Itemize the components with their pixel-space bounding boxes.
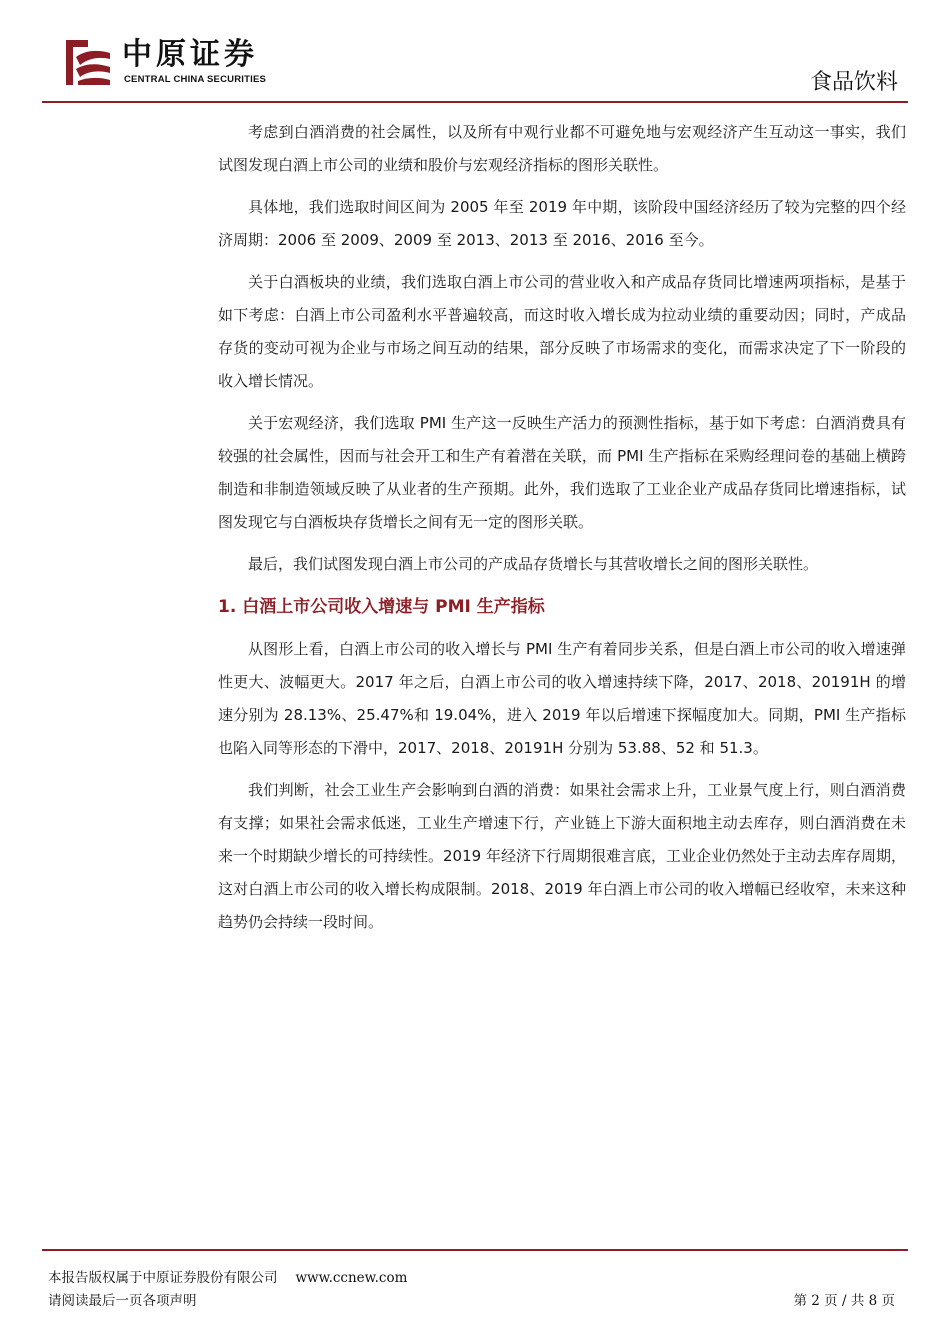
paragraph: 我们判断，社会工业生产会影响到白酒的消费：如果社会需求上升，工业景气度上行，则白酒消费有支撑；如果社会需求低迷，工业生产增速下行，产业链上下游大面积地主动去库存，则白酒消费在未来一个时期缺少增长的可持续性。2019 年经济下行周期很难言底，工业企业仍然处于主动去库存周期，这对白酒上市公司的收入增长构成限制。2018、2019 年白酒上市公司的收入增幅已经收窄，未来这种趋势仍会持续一段时间。 — [218, 781, 906, 931]
footer-left — [48, 1267, 407, 1313]
company-name-en: CENTRAL CHINA SECURITIES — [124, 74, 267, 85]
page-indicator: 第 2 页 / 共 8 页 — [793, 1293, 895, 1309]
paragraph: 最后，我们试图发现白酒上市公司的产成品存货增长与其营收增长之间的图形关联性。 — [248, 555, 819, 573]
page-header — [0, 0, 950, 105]
footer-divider — [42, 1249, 908, 1251]
copyright-text: 本报告版权属于中原证券股份有限公司 — [48, 1270, 278, 1286]
company-name-cn: 中原证券 — [122, 37, 258, 72]
paragraph: 具体地，我们选取时间区间为 2005 年至 2019 年中期，该阶段中国经济经历了较为完整的四个经济周期：2006 至 2009、2009 至 2013、2013 至 2016、2016 至今。 — [218, 198, 906, 249]
website-link[interactable]: www.ccnew.com — [295, 1270, 408, 1286]
disclaimer-text: 请阅读最后一页各项声明 — [48, 1293, 197, 1309]
paragraph: 关于宏观经济，我们选取 PMI 生产这一反映生产活力的预测性指标，基于如下考虑：白酒消费具有较强的社会属性，因而与社会开工和生产有着潜在关联，而 PMI 生产指标在采购经理问卷的基础上横跨制造和非制造领域反映了从业者的生产预期。此外，我们选取了工业企业产成品存货同比增速指标，试图发现它与白酒板块存货增长之间有无一定的图形关联。 — [218, 414, 906, 531]
company-logo-icon — [62, 37, 114, 89]
section-heading: 1. 白酒上市公司收入增速与 PMI 生产指标 — [218, 597, 545, 617]
paragraph: 考虑到白酒消费的社会属性，以及所有中观行业都不可避免地与宏观经济产生互动这一事实，我们试图发现白酒上市公司的业绩和股价与宏观经济指标的图形关联性。 — [218, 123, 906, 174]
report-body — [218, 116, 906, 948]
paragraph: 关于白酒板块的业绩，我们选取白酒上市公司的营业收入和产成品存货同比增速两项指标，是基于如下考虑：白酒上市公司盈利水平普遍较高，而这时收入增长成为拉动业绩的重要动因；同时，产成品存货的变动可视为企业与市场之间互动的结果，部分反映了市场需求的变化，而需求决定了下一阶段的收入增长情况。 — [218, 273, 906, 390]
paragraph: 从图形上看，白酒上市公司的收入增长与 PMI 生产有着同步关系，但是白酒上市公司的收入增速弹性更大、波幅更大。2017 年之后，白酒上市公司的收入增速持续下降，2017、2018、20191H 的增速分别为 28.13%、25.47%和 19.04%，进入 2019 年以后增速下探幅度加大。同期，PMI 生产指标也陷入同等形态的下滑中，2017、2018、20191H 分别为 53.88、52 和 51.3。 — [218, 640, 906, 757]
header-divider — [42, 101, 908, 103]
sector-title: 食品饮料 — [809, 70, 898, 95]
